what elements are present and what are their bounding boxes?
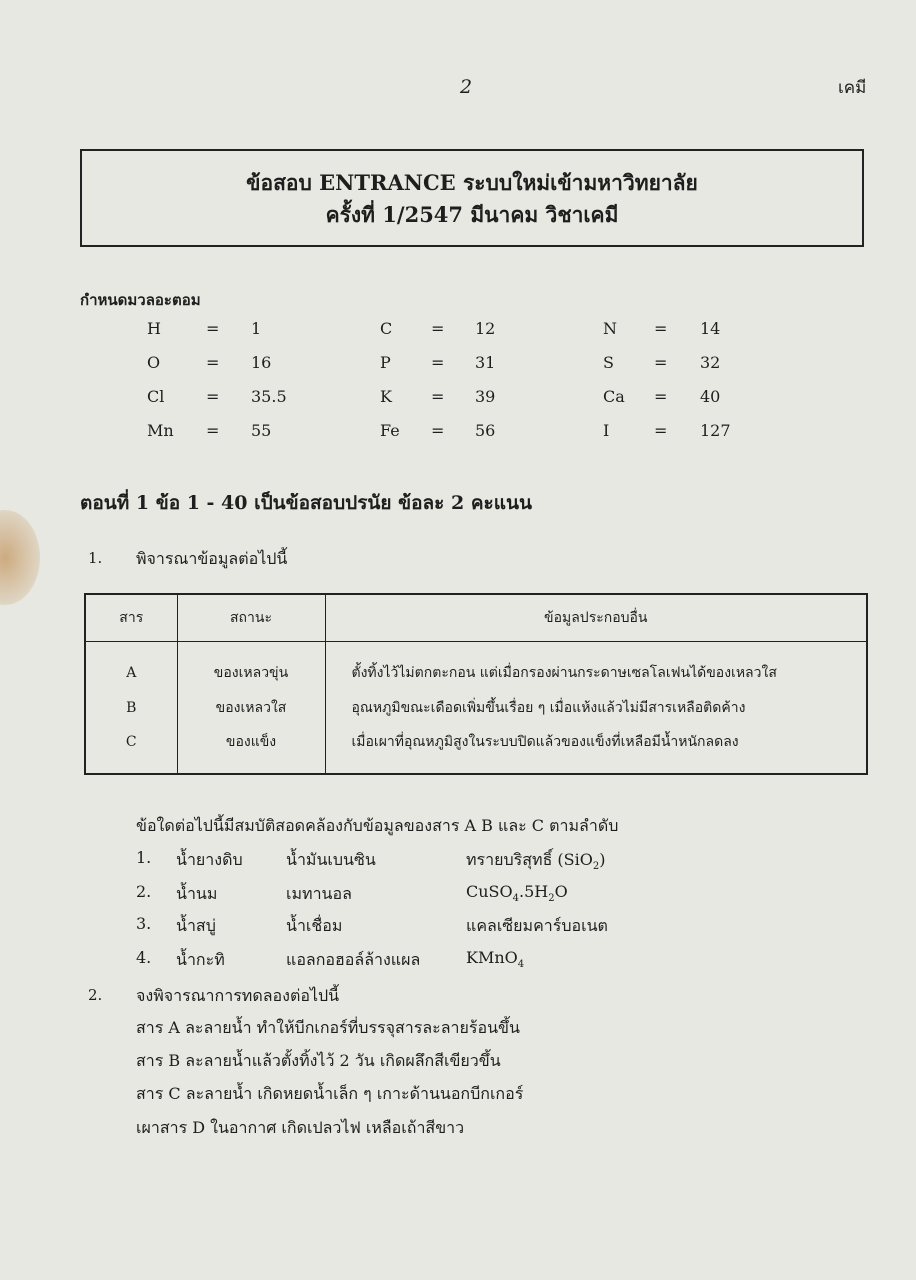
equals-sign: =	[206, 353, 220, 372]
equals-sign: =	[654, 353, 668, 372]
state-cell: ของเหลวใส	[177, 691, 325, 725]
col-header-info: ข้อมูลประกอบอื่น	[325, 594, 867, 642]
question-text: พิจารณาข้อมูลต่อไปนี้	[136, 549, 288, 568]
substance-cell: B	[126, 699, 137, 716]
choice-substance-c: แคลเซียมคาร์บอเนต	[466, 916, 608, 935]
element-mass: 32	[700, 353, 721, 372]
choice-substance-b: น้ำมันเบนซิน	[286, 850, 376, 869]
element-symbol: P	[380, 353, 391, 372]
choice-c-subscript: 2	[592, 861, 600, 873]
choice-c-subscript: 4	[517, 959, 525, 971]
table-row	[85, 691, 867, 725]
element-symbol: C	[380, 319, 393, 338]
equals-sign: =	[654, 319, 668, 338]
experiment-line: สาร B ละลายน้ำแล้วตั้งทิ้งไว้ 2 วัน เกิดผลึกสีเขียวขึ้น	[136, 1051, 501, 1070]
experiment-line: สาร C ละลายน้ำ เกิดหยดน้ำเล็ก ๆ เกาะด้านนอกบีกเกอร์	[136, 1084, 524, 1103]
state-cell: ของเหลวขุ่น	[177, 642, 325, 691]
element-symbol: Mn	[147, 421, 174, 440]
element-mass: 31	[475, 353, 496, 372]
equals-sign: =	[206, 319, 220, 338]
answer-choice[interactable]	[0, 848, 916, 874]
element-mass: 16	[251, 353, 272, 372]
equals-sign: =	[206, 421, 220, 440]
element-symbol: N	[603, 319, 617, 338]
choice-number: 3.	[136, 914, 152, 933]
element-mass: 55	[251, 421, 272, 440]
exam-title-box	[80, 149, 864, 247]
info-cell: เมื่อเผาที่อุณหภูมิสูงในระบบปิดแล้วของแข็งที่เหลือมีน้ำหนักลดลง	[325, 725, 867, 774]
exam-title-line1: ข้อสอบ ENTRANCE ระบบใหม่เข้ามหาวิทยาลัย	[246, 170, 698, 195]
element-mass: 14	[700, 319, 721, 338]
experiment-line: สาร A ละลายน้ำ ทำให้บีกเกอร์ที่บรรจุสารละลายร้อนขึ้น	[136, 1018, 520, 1037]
choice-number: 1.	[136, 848, 152, 867]
question-number: 2.	[88, 986, 103, 1004]
choice-substance-b: แอลกอฮอล์ล้างแผล	[286, 950, 421, 969]
col-header-substance: สาร	[85, 594, 177, 642]
element-symbol: Fe	[380, 421, 400, 440]
substance-cell: C	[125, 733, 137, 750]
element-symbol: S	[603, 353, 614, 372]
state-cell: ของแข็ง	[177, 725, 325, 774]
element-mass: 40	[700, 387, 721, 406]
equals-sign: =	[431, 387, 445, 406]
equals-sign: =	[431, 353, 445, 372]
equals-sign: =	[431, 319, 445, 338]
choice-number: 4.	[136, 948, 152, 967]
page-number: 2	[460, 76, 473, 98]
choice-number: 2.	[136, 882, 152, 901]
element-symbol: K	[380, 387, 392, 406]
choice-c-subscript: 4	[512, 893, 519, 905]
equals-sign: =	[431, 421, 445, 440]
choice-c-tail: .5H	[519, 882, 549, 901]
element-mass: 39	[475, 387, 496, 406]
subject-label: เคมี	[838, 78, 867, 98]
paper-stain	[0, 510, 40, 605]
mass-row	[0, 387, 916, 411]
choice-substance-c	[466, 882, 568, 904]
choice-substance-c	[466, 848, 605, 873]
choice-c-tail: O	[554, 882, 568, 901]
choice-substance-a: น้ำนม	[176, 884, 218, 903]
choice-substance-b: เมทานอล	[286, 884, 352, 903]
choice-substance-a: น้ำยางดิบ	[176, 850, 243, 869]
choice-substance-a: น้ำกะทิ	[176, 950, 225, 969]
choice-substance-a: น้ำสบู่	[176, 916, 216, 935]
mass-row	[0, 421, 916, 445]
choice-c-text: CuSO	[466, 882, 513, 901]
answer-choice[interactable]	[0, 948, 916, 974]
choice-c-text: KMnO	[466, 948, 518, 967]
info-cell: อุณหภูมิขณะเดือดเพิ่มขึ้นเรื่อย ๆ เมื่อแห้งแล้วไม่มีสารเหลือติดค้าง	[325, 691, 867, 725]
table-row	[85, 642, 867, 691]
choice-c-text: ทรายบริสุทธิ์ (SiO	[466, 850, 593, 869]
equals-sign: =	[654, 421, 668, 440]
element-mass: 1	[251, 319, 262, 338]
choice-c-subscript: 2	[548, 893, 555, 905]
choice-substance-b: น้ำเชื่อม	[286, 916, 343, 935]
element-symbol: Cl	[147, 387, 165, 406]
answer-choice[interactable]	[0, 914, 916, 940]
element-mass: 56	[475, 421, 496, 440]
element-mass: 12	[475, 319, 496, 338]
element-symbol: O	[147, 353, 161, 372]
experiment-line: เผาสาร D ในอากาศ เกิดเปลวไฟ เหลือเถ้าสีขาว	[136, 1118, 465, 1137]
atomic-mass-heading: กำหนดมวลอะตอม	[80, 291, 201, 309]
exam-title-line2: ครั้งที่ 1/2547 มีนาคม วิชาเคมี	[325, 202, 619, 227]
equals-sign: =	[206, 387, 220, 406]
element-mass: 127	[700, 421, 731, 440]
choice-c-tail: )	[599, 850, 606, 869]
question-number: 1.	[88, 549, 103, 567]
info-cell: ตั้งทิ้งไว้ไม่ตกตะกอน แต่เมื่อกรองผ่านกระดาษเซลโลเฟนได้ของเหลวใส	[325, 642, 867, 691]
element-symbol: I	[603, 421, 610, 440]
substance-info-table	[84, 593, 868, 775]
question-text: จงพิจารณาการทดลองต่อไปนี้	[136, 986, 340, 1005]
mass-row	[0, 319, 916, 343]
col-header-state: สถานะ	[177, 594, 325, 642]
element-mass: 35.5	[251, 387, 287, 406]
element-symbol: Ca	[603, 387, 625, 406]
question-prompt: ข้อใดต่อไปนี้มีสมบัติสอดคล้องกับข้อมูลของสาร A B และ C ตามลำดับ	[136, 816, 619, 835]
substance-cell: A	[126, 665, 137, 682]
choice-substance-c	[466, 948, 524, 970]
table-header-row	[85, 594, 867, 642]
part1-heading: ตอนที่ 1 ข้อ 1 - 40 เป็นข้อสอบปรนัย ข้อละ 2 คะแนน	[80, 492, 532, 514]
element-symbol: H	[147, 319, 161, 338]
equals-sign: =	[654, 387, 668, 406]
answer-choice[interactable]	[0, 882, 916, 908]
table-row	[85, 725, 867, 774]
mass-row	[0, 353, 916, 377]
